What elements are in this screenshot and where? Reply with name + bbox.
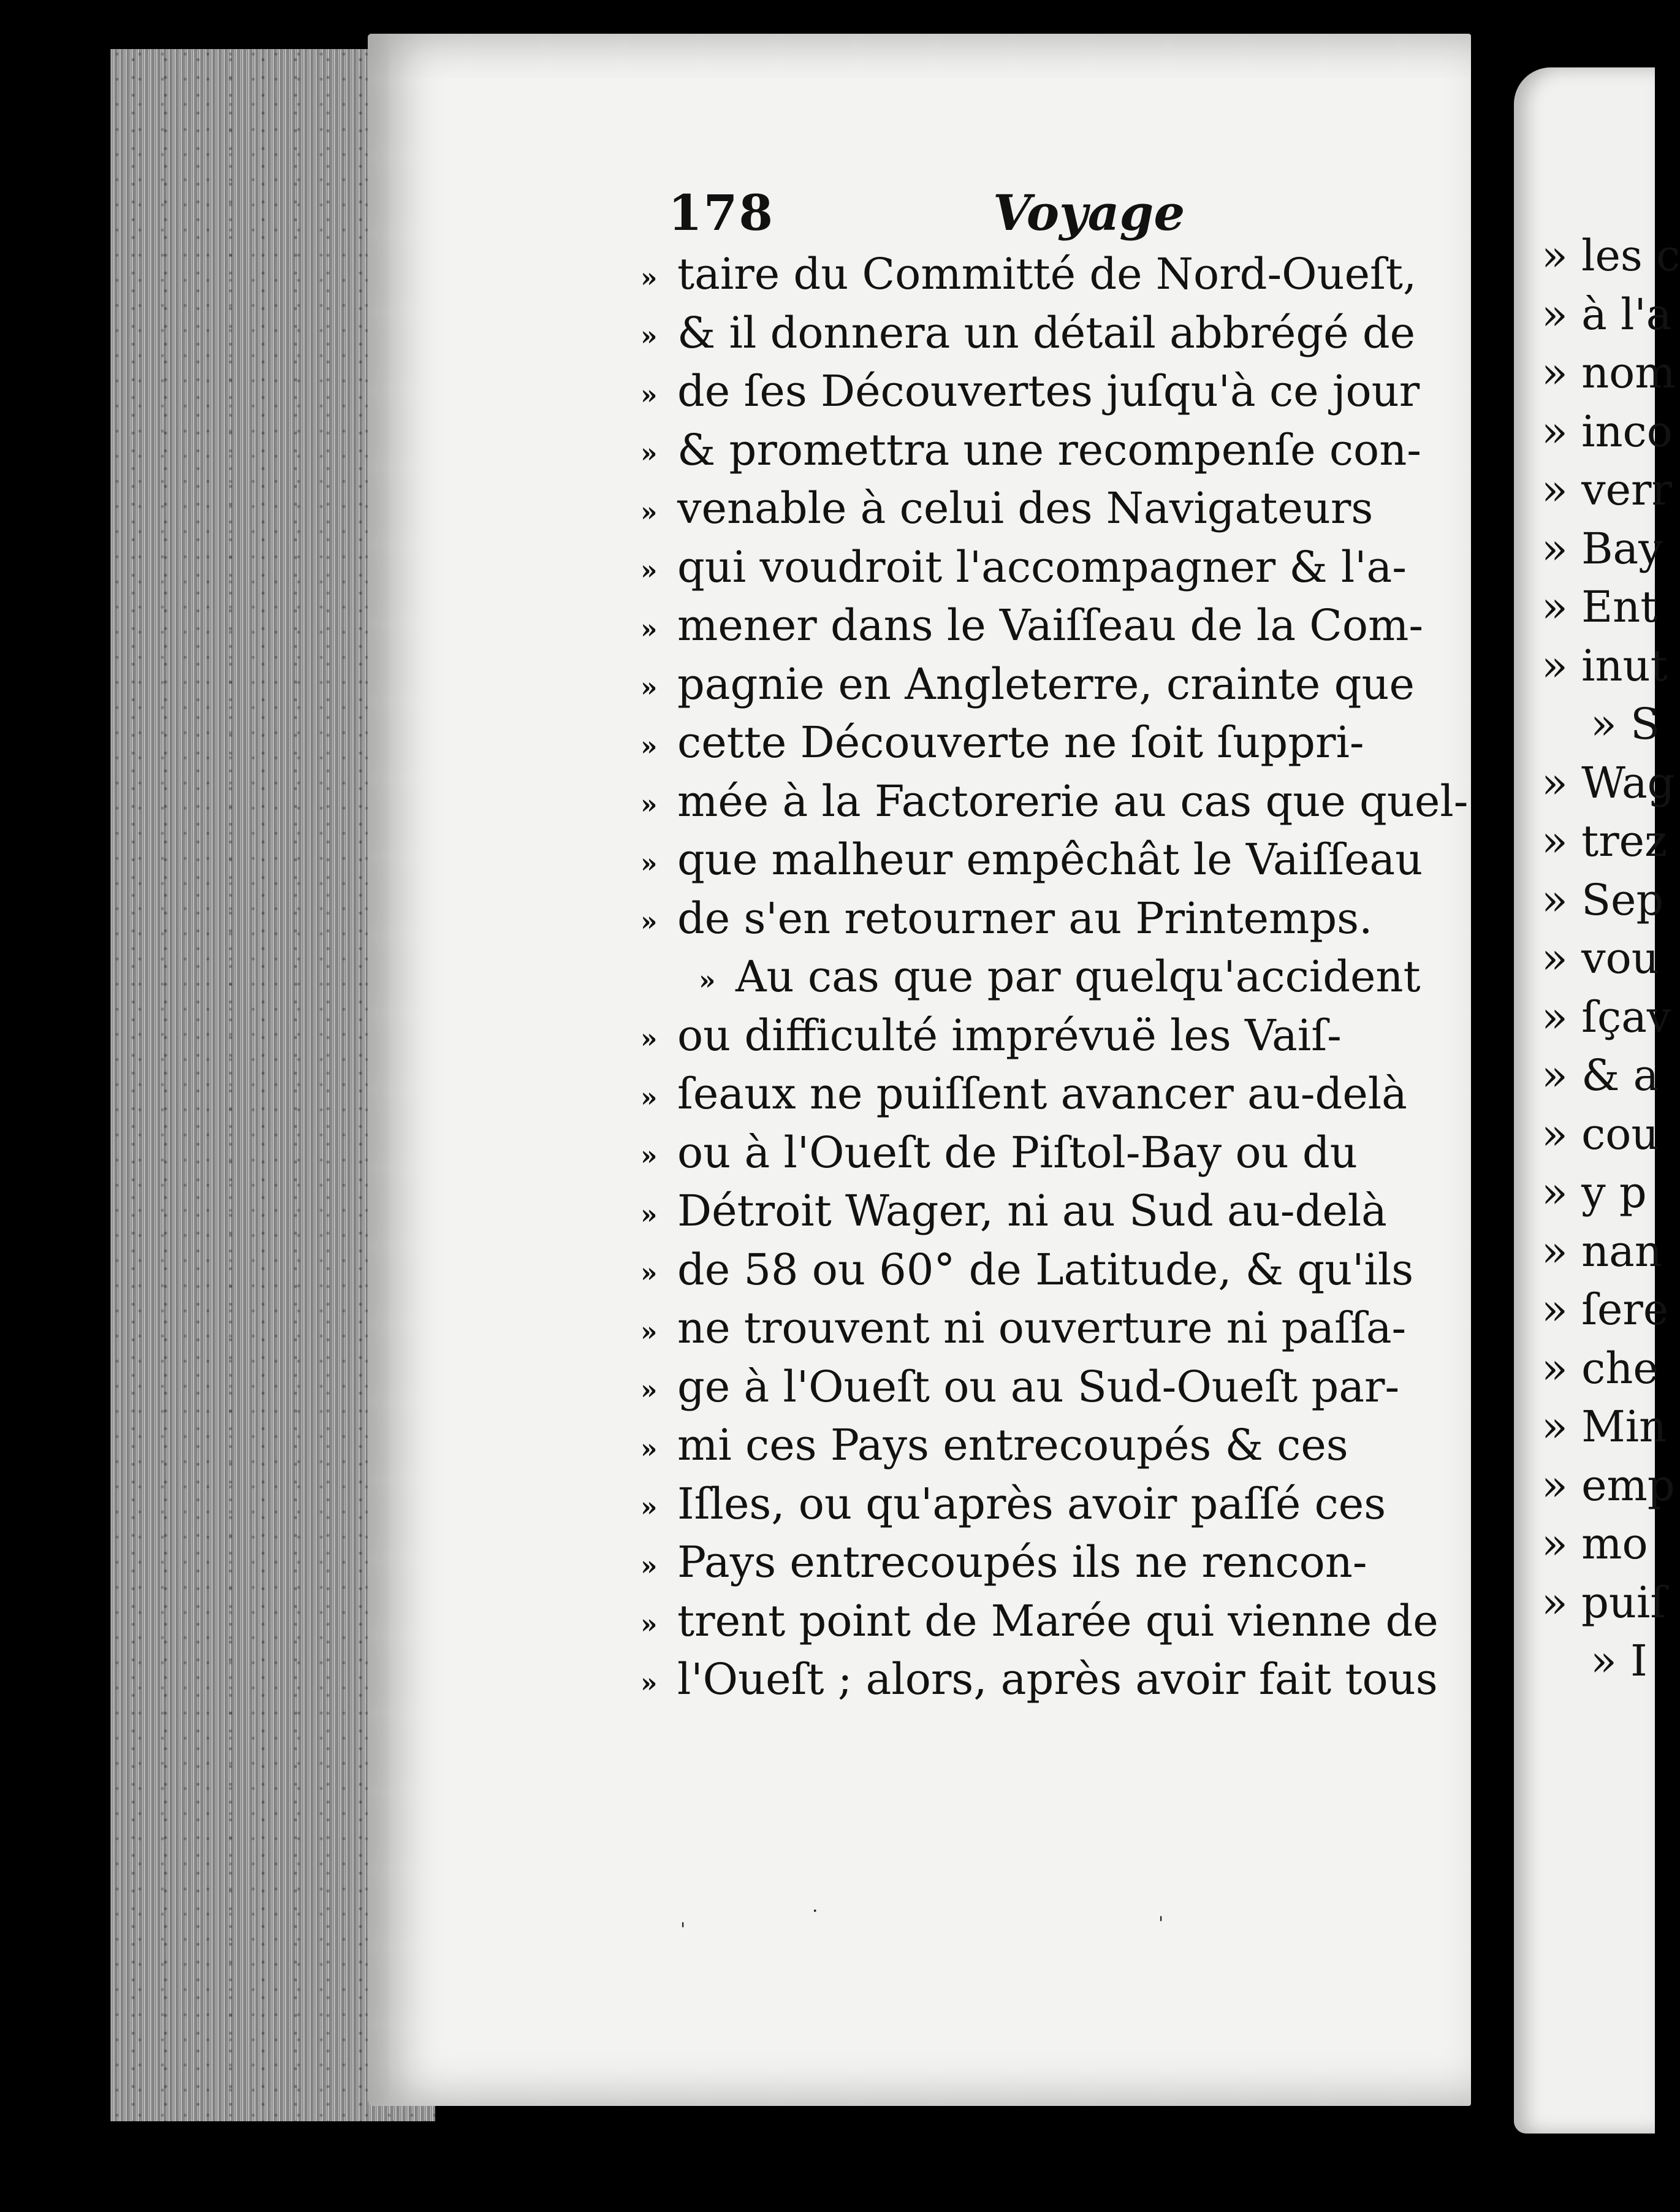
- text-line: [640, 1475, 1386, 1533]
- quote-mark: »: [640, 321, 658, 352]
- text-line: [640, 421, 1421, 479]
- quote-mark: »: [699, 964, 716, 996]
- quote-mark: »: [640, 262, 658, 294]
- print-speck: ·: [812, 1901, 818, 1922]
- right-text-line: » à l'a: [1541, 289, 1672, 340]
- quote-mark: »: [640, 906, 658, 937]
- right-text-line: » ſere: [1541, 1284, 1669, 1335]
- right-text-line: » y p: [1541, 1167, 1647, 1218]
- line-text: & promettra une recompenſe con-: [677, 424, 1421, 475]
- right-page-text: [1541, 227, 1680, 1698]
- text-line: [640, 1592, 1439, 1650]
- quote-mark: »: [640, 613, 658, 645]
- right-text-line: » vou: [1541, 933, 1659, 983]
- right-text-line: » nom: [1541, 348, 1676, 398]
- right-text-line: » I: [1591, 1636, 1648, 1686]
- right-text-line: » nan: [1541, 1226, 1662, 1276]
- text-line: [640, 772, 1468, 831]
- quote-mark: »: [640, 1140, 658, 1172]
- line-text: pagnie en Angleterre, crainte que: [677, 658, 1415, 709]
- quote-mark: »: [640, 1023, 658, 1055]
- line-text: ou difficulté imprévuë les Vaiſ-: [677, 1010, 1342, 1061]
- right-text-line: » inut: [1541, 640, 1668, 691]
- quote-mark: »: [640, 1081, 658, 1113]
- quote-mark: »: [640, 555, 658, 586]
- right-text-line: » les c: [1541, 231, 1680, 281]
- line-text: l'Oueſt ; alors, après avoir fait tous: [677, 1654, 1438, 1704]
- running-head: Voyage: [993, 184, 1185, 242]
- right-text-line: » puiſ: [1541, 1577, 1667, 1628]
- text-line: [640, 1416, 1348, 1474]
- right-text-line: » Min: [1541, 1402, 1667, 1452]
- line-text: Iſles, ou qu'après avoir paſſé ces: [677, 1478, 1386, 1529]
- line-text: ge à l'Oueſt ou au Sud-Oueſt par-: [677, 1361, 1400, 1412]
- text-line: [640, 1007, 1342, 1065]
- line-text: cette Découverte ne ſoit ſuppri-: [677, 717, 1364, 768]
- right-text-line: » Sep: [1541, 874, 1664, 925]
- line-text: Détroit Wager, ni au Sud au-delà: [677, 1186, 1387, 1236]
- text-line: [640, 479, 1373, 538]
- page-header: [668, 184, 1434, 245]
- quote-mark: »: [640, 438, 658, 469]
- text-line: [640, 655, 1415, 714]
- right-text-line: » verr: [1541, 465, 1672, 515]
- right-text-line: » ſçav: [1541, 991, 1671, 1042]
- line-text: & il donnera un détail abbrégé de: [677, 307, 1416, 358]
- text-line: [640, 1182, 1387, 1240]
- line-text: mi ces Pays entrecoupés & ces: [677, 1420, 1348, 1470]
- text-line: [640, 831, 1423, 889]
- text-line: [640, 538, 1407, 597]
- text-line: [699, 948, 1421, 1006]
- text-line: [640, 1065, 1407, 1123]
- quote-mark: »: [640, 1375, 658, 1406]
- right-text-line: » inco: [1541, 406, 1673, 457]
- line-text: mener dans le Vaiſſeau de la Com-: [677, 600, 1424, 650]
- text-line: [640, 362, 1420, 421]
- quote-mark: »: [640, 496, 658, 528]
- right-text-line: » mo: [1541, 1519, 1648, 1569]
- line-text: de s'en retourner au Printemps.: [677, 893, 1373, 944]
- quote-mark: »: [640, 1550, 658, 1582]
- line-text: ou à l'Oueſt de Piſtol-Bay ou du: [677, 1127, 1358, 1178]
- right-text-line: » Wag: [1541, 757, 1675, 808]
- quote-mark: »: [640, 1316, 658, 1348]
- line-text: ſeaux ne puiſſent avancer au-delà: [677, 1069, 1407, 1119]
- right-text-line: » trez: [1541, 816, 1667, 866]
- quote-mark: »: [640, 379, 658, 411]
- text-line: [640, 597, 1423, 655]
- text-line: [640, 1241, 1413, 1299]
- line-text: Pays entrecoupés ils ne rencon-: [677, 1537, 1367, 1587]
- right-text-line: » emp: [1541, 1460, 1675, 1511]
- line-text: qui voudroit l'accompagner & l'a-: [677, 541, 1407, 592]
- right-text-line: » Bay: [1541, 523, 1663, 574]
- line-text: trent point de Marée qui vienne de: [677, 1595, 1439, 1646]
- quote-mark: »: [640, 730, 658, 762]
- quote-mark: »: [640, 1667, 658, 1699]
- text-line: [640, 245, 1416, 303]
- quote-mark: »: [640, 1609, 658, 1640]
- quote-mark: »: [640, 1257, 658, 1289]
- text-line: [640, 1124, 1358, 1182]
- print-speck: ': [680, 1919, 686, 1940]
- quote-mark: »: [640, 847, 658, 879]
- text-line: [640, 890, 1372, 948]
- quote-mark: »: [640, 789, 658, 820]
- right-text-line: » cou: [1541, 1108, 1659, 1159]
- quote-mark: »: [640, 1199, 658, 1230]
- text-line: [640, 304, 1415, 362]
- right-text-line: » S: [1591, 699, 1660, 749]
- line-text: de 58 ou 60° de Latitude, & qu'ils: [677, 1244, 1414, 1295]
- text-line: [640, 1650, 1438, 1709]
- quote-mark: »: [640, 672, 658, 703]
- line-text: de ſes Découvertes juſqu'à ce jour: [677, 366, 1420, 416]
- quote-mark: »: [640, 1492, 658, 1523]
- line-text: venable à celui des Navigateurs: [677, 483, 1374, 533]
- right-text-line: » & a: [1541, 1050, 1659, 1100]
- page-number: 178: [668, 184, 774, 242]
- text-line: [640, 714, 1364, 772]
- right-text-line: » Ent: [1541, 582, 1658, 632]
- text-line: [640, 1299, 1406, 1357]
- right-text-line: » che: [1541, 1343, 1659, 1394]
- line-text: ne trouvent ni ouverture ni paſſa-: [677, 1303, 1407, 1353]
- quote-mark: »: [640, 1433, 658, 1465]
- text-line: [640, 1358, 1399, 1416]
- print-speck: ': [1158, 1913, 1164, 1934]
- line-text: taire du Committé de Nord-Oueſt,: [677, 249, 1417, 299]
- line-text: mée à la Factorerie au cas que quel-: [677, 776, 1469, 826]
- line-text: que malheur empêchât le Vaiſſeau: [677, 834, 1423, 885]
- text-line: [640, 1533, 1367, 1592]
- line-text: Au cas que par quelqu'accident: [735, 952, 1421, 1002]
